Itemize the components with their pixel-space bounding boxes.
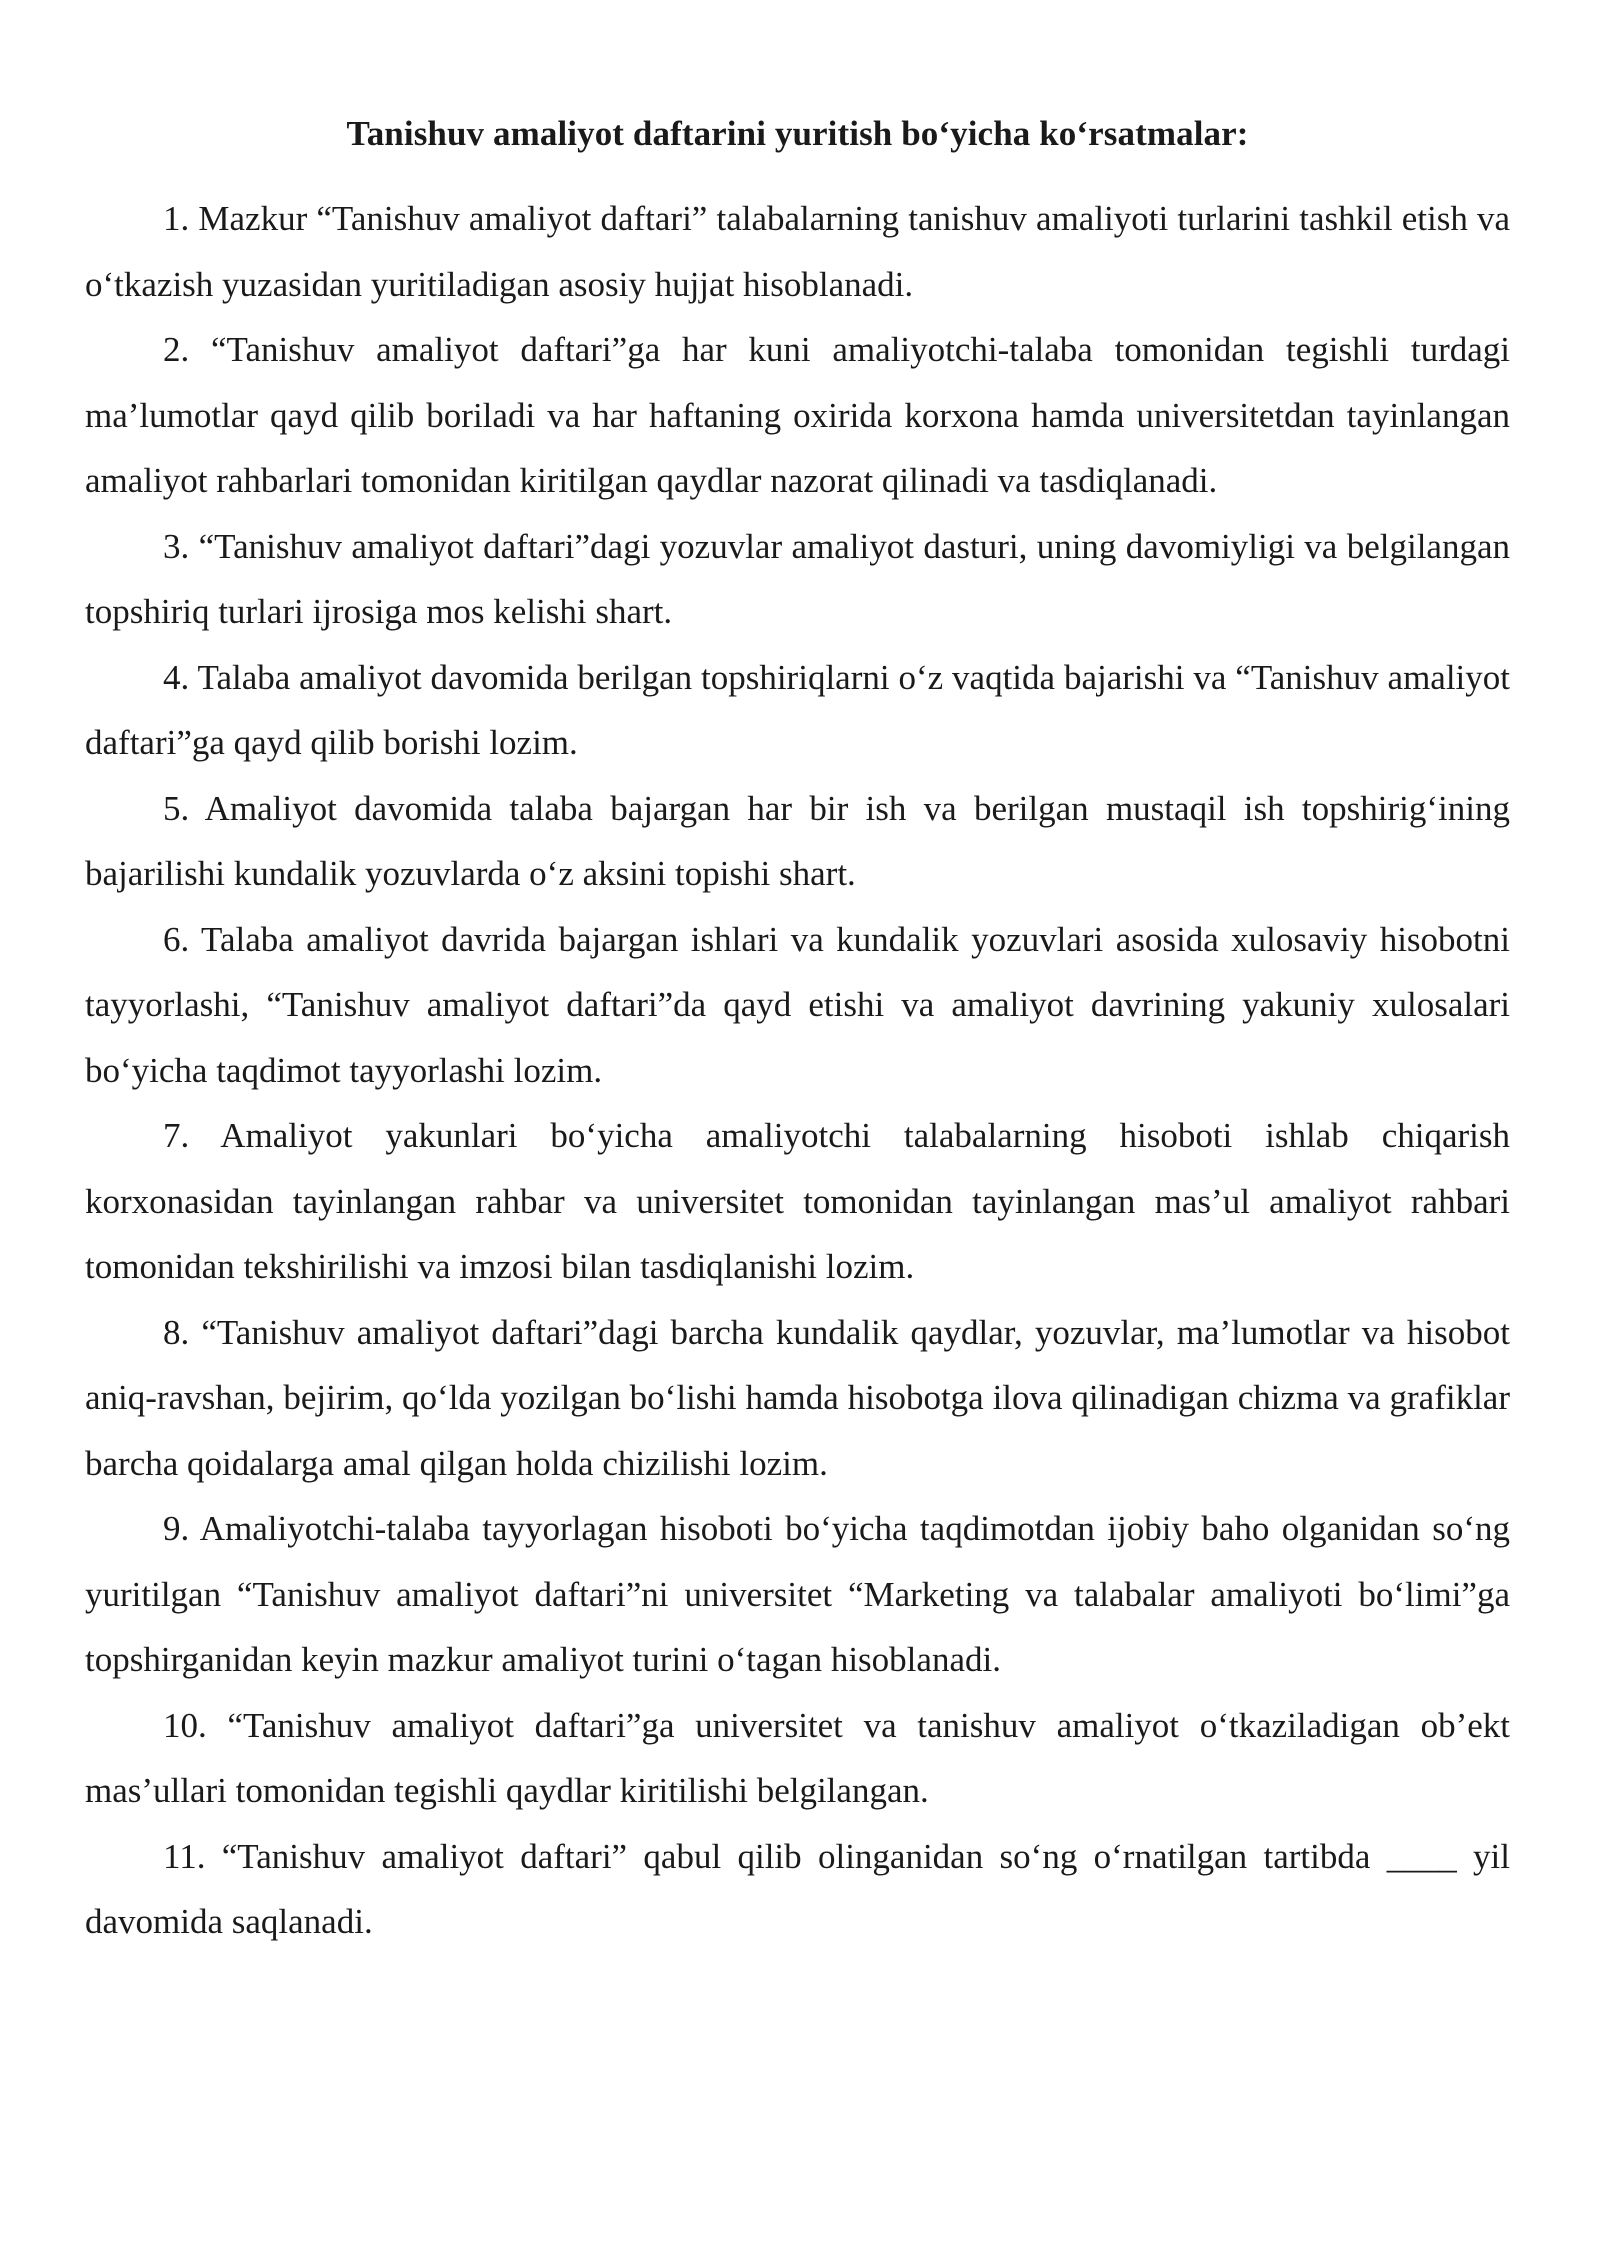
instruction-item-9: 9. Amaliyotchi-talaba tayyorlagan hisoboti bo‘yicha taqdimotdan ijobiy baho olganidan so‘ng yuritilgan “Tanishuv amaliyot daftari”ni universitet “Marketing va talabalar amaliyoti bo‘limi”ga topshirganidan keyin mazkur amaliyot turini o‘tagan hisoblanadi. xyxy=(85,1509,1510,1679)
instruction-item-6: 6. Talaba amaliyot davrida bajargan ishlari va kundalik yozuvlari asosida xulosaviy hisobotni tayyorlashi, “Tanishuv amaliyot daftari”da qayd etishi va amaliyot davrining yakuniy xulosalari bo‘yicha taqdimot tayyorlashi lozim. xyxy=(85,919,1510,1090)
instruction-item-4: 4. Talaba amaliyot davomida berilgan topshiriqlarni o‘z vaqtida bajarishi va “Tanishuv amaliyot daftari”ga qayd qilib borishi lozim. xyxy=(85,657,1510,762)
instruction-item-5: 5. Amaliyot davomida talaba bajargan har bir ish va berilgan mustaqil ish topshirig‘ining bajarilishi kundalik yozuvlarda o‘z aksini topishi shart. xyxy=(85,788,1510,893)
instruction-item-10: 10. “Tanishuv amaliyot daftari”ga universitet va tanishuv amaliyot o‘tkaziladigan ob’ekt mas’ullari tomonidan tegishli qaydlar kiritilishi belgilangan. xyxy=(85,1705,1510,1810)
instruction-item-1: 1. Mazkur “Tanishuv amaliyot daftari” talabalarning tanishuv amaliyoti turlarini tashkil etish va o‘tkazish yuzasidan yuritiladigan asosiy hujjat hisoblanadi. xyxy=(85,199,1510,304)
instruction-item-11: 11. “Tanishuv amaliyot daftari” qabul qilib olinganidan so‘ng o‘rnatilgan tartibda ____ yil davomida saqlanadi. xyxy=(85,1836,1510,1941)
instruction-item-2: 2. “Tanishuv amaliyot daftari”ga har kuni amaliyotchi-talaba tomonidan tegishli turdagi ma’lumotlar qayd qilib boriladi va har haftaning oxirida korxona hamda universitetdan tayinlangan amaliyot rahbarlari tomonidan kiritilgan qaydlar nazorat qilinadi va tasdiqlanadi. xyxy=(85,330,1510,500)
document-title: Tanishuv amaliyot daftarini yuritish bo‘yicha ko‘rsatmalar: xyxy=(346,114,1249,153)
instruction-item-8: 8. “Tanishuv amaliyot daftari”dagi barcha kundalik qaydlar, yozuvlar, ma’lumotlar va hisobot aniq-ravshan, bejirim, qo‘lda yozilgan bo‘lishi hamda hisobotga ilova qilinadigan chizma va grafiklar barcha qoidalarga amal qilgan holda chizilishi lozim. xyxy=(85,1312,1510,1483)
instruction-item-7: 7. Amaliyot yakunlari bo‘yicha amaliyotchi talabalarning hisoboti ishlab chiqarish korxonasidan tayinlangan rahbar va universitet tomonidan tayinlangan mas’ul amaliyot rahbari tomonidan tekshirilishi va imzosi bilan tasdiqlanishi lozim. xyxy=(85,1116,1510,1286)
instruction-item-3: 3. “Tanishuv amaliyot daftari”dagi yozuvlar amaliyot dasturi, uning davomiyligi va belgilangan topshiriq turlari ijrosiga mos kelishi shart. xyxy=(85,526,1510,631)
document-page xyxy=(85,108,1510,1955)
